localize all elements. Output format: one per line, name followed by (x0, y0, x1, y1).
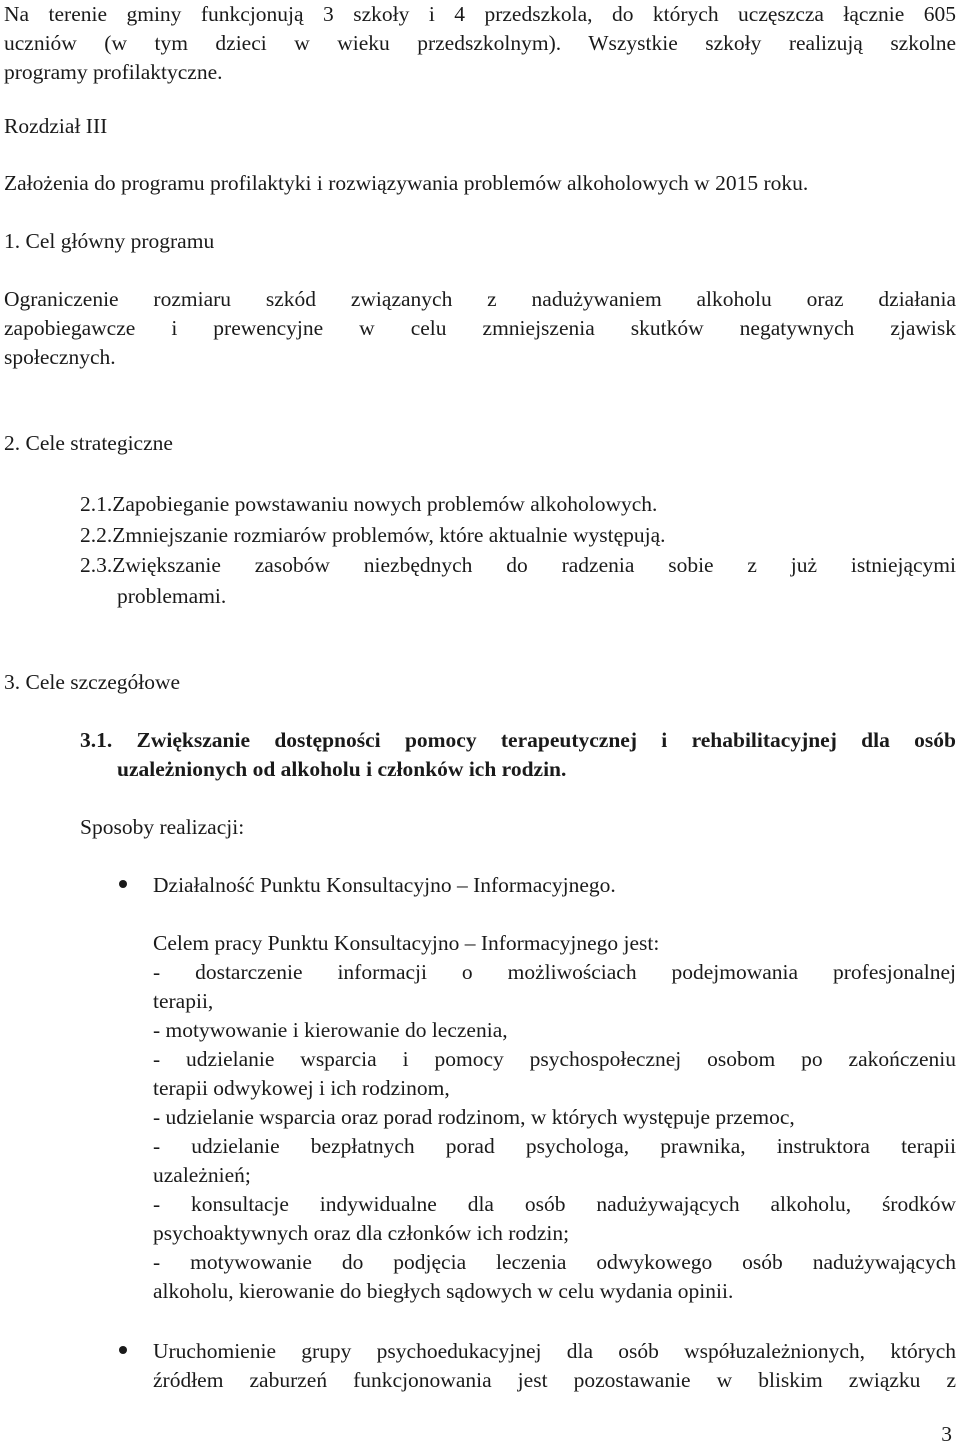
goal-line-9: - konsultacje indywidualne dla osób nadużywających alkoholu, środków (153, 1192, 956, 1216)
goal-line-5: terapii odwykowej i ich rodzinom, (153, 1076, 450, 1100)
section3-heading: 3. Cele szczegółowe (4, 670, 181, 694)
section3-subheading-line-2: uzależnionych od alkoholu i członków ich rodzin. (117, 757, 567, 781)
section1-line-1: Ograniczenie rozmiaru szkód związanych z nadużywaniem alkoholu oraz działania (4, 287, 956, 311)
goal-line-2: terapii, (153, 989, 214, 1013)
goal-line-7: - udzielanie bezpłatnych porad psychologa, prawnika, instruktora terapii (153, 1134, 956, 1158)
chapter-subtitle: Założenia do programu profilaktyki i rozwiązywania problemów alkoholowych w 2015 roku. (4, 171, 809, 195)
intro-line-3: programy profilaktyczne. (4, 60, 223, 84)
section3-subheading-line-1: 3.1. Zwiększanie dostępności pomocy terapeutycznej i rehabilitacyjnej dla osób (80, 728, 956, 752)
intro-line-1: Na terenie gminy funkcjonują 3 szkoły i 4 przedszkola, do których uczęszcza łącznie 605 (4, 2, 956, 26)
section2-item-2: 2.2.Zmniejszanie rozmiarów problemów, które aktualnie występują. (80, 523, 666, 547)
section1-heading: 1. Cel główny programu (4, 229, 215, 253)
section2-item-3: 2.3.Zwiększanie zasobów niezbędnych do radzenia sobie z już istniejącymi (80, 553, 956, 577)
bullet-dot-1 (119, 880, 127, 888)
section2-heading: 2. Cele strategiczne (4, 431, 173, 455)
goal-line-10: psychoaktywnych oraz dla członków ich rodzin; (153, 1221, 570, 1245)
bullet-item-2-line-1: Uruchomienie grupy psychoedukacyjnej dla osób współuzależnionych, których (153, 1339, 956, 1363)
section1-line-2: zapobiegawcze i prewencyjne w celu zmniejszenia skutków negatywnych zjawisk (4, 316, 956, 340)
goal-line-1: - dostarczenie informacji o możliwościach podejmowania profesjonalnej (153, 960, 956, 984)
bullet-item-2-line-2: źródłem zaburzeń funkcjonowania jest pozostawanie w bliskim związku z (153, 1368, 956, 1392)
goal-line-3: - motywowanie i kierowanie do leczenia, (153, 1018, 508, 1042)
bullet-dot-2 (119, 1346, 127, 1354)
goal-intro: Celem pracy Punktu Konsultacyjno – Informacyjnego jest: (153, 931, 660, 955)
goal-line-12: alkoholu, kierowanie do biegłych sądowych w celu wydania opinii. (153, 1279, 734, 1303)
methods-label: Sposoby realizacji: (80, 815, 245, 839)
chapter-title: Rozdział III (4, 114, 108, 138)
intro-line-2: uczniów (w tym dzieci w wieku przedszkolnym). Wszystkie szkoły realizują szkolne (4, 31, 956, 55)
section2-item-1: 2.1.Zapobieganie powstawaniu nowych problemów alkoholowych. (80, 492, 658, 516)
section2-item-3-cont: problemami. (117, 584, 227, 608)
goal-line-4: - udzielanie wsparcia i pomocy psychospołecznej osobom po zakończeniu (153, 1047, 956, 1071)
goal-line-8: uzależnień; (153, 1163, 251, 1187)
page-number: 3 (941, 1422, 952, 1446)
goal-line-6: - udzielanie wsparcia oraz porad rodzinom, w których występuje przemoc, (153, 1105, 795, 1129)
section1-line-3: społecznych. (4, 345, 116, 369)
bullet-item-1: Działalność Punktu Konsultacyjno – Informacyjnego. (153, 873, 616, 897)
goal-line-11: - motywowanie do podjęcia leczenia odwykowego osób nadużywających (153, 1250, 956, 1274)
